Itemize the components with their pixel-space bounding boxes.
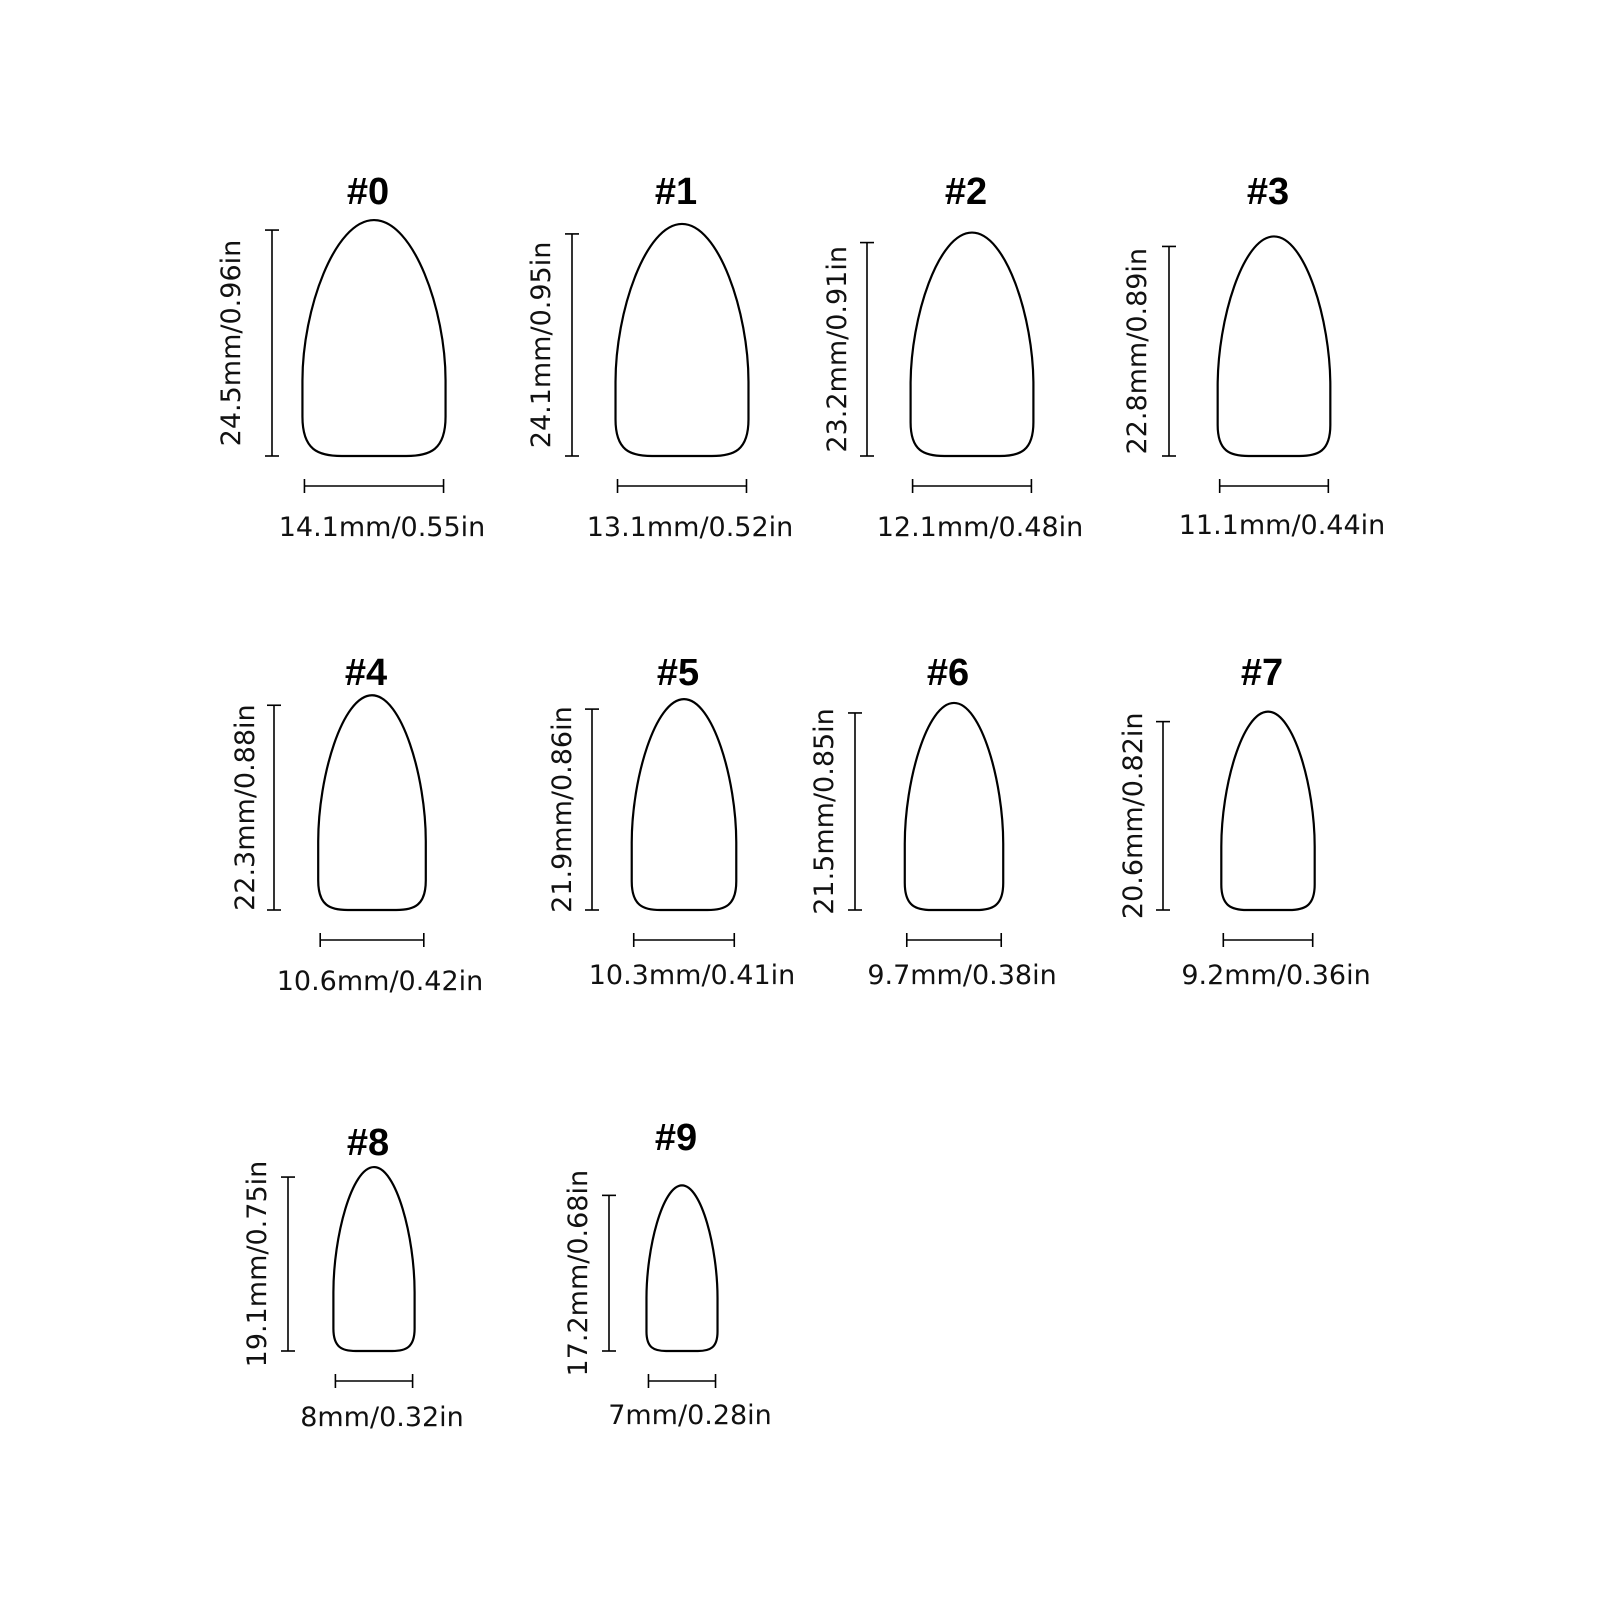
length-ruler <box>1156 722 1170 910</box>
length-ruler <box>565 234 579 456</box>
length-ruler <box>267 705 281 910</box>
length-dimension: 23.2mm/0.91in <box>822 246 853 453</box>
width-dimension: 14.1mm/0.55in <box>278 512 486 543</box>
nail-size-5 <box>547 652 795 991</box>
width-dimension: 10.3mm/0.41in <box>588 960 796 991</box>
size-label: #3 <box>1246 171 1290 213</box>
length-dimension: 20.6mm/0.82in <box>1118 712 1149 920</box>
width-dimension: 7mm/0.28in <box>608 1400 772 1431</box>
length-ruler <box>1162 246 1176 456</box>
length-dimension: 19.1mm/0.75in <box>242 1160 273 1368</box>
length-dimension: 22.3mm/0.88in <box>230 704 261 911</box>
length-dimension: 17.2mm/0.68in <box>563 1169 594 1377</box>
width-ruler <box>304 479 443 493</box>
length-dimension: 24.1mm/0.95in <box>526 241 557 449</box>
width-ruler <box>648 1374 715 1388</box>
length-dimension: 24.5mm/0.96in <box>216 239 247 447</box>
width-ruler <box>320 933 424 947</box>
nail-size-4 <box>230 652 483 997</box>
size-label: #7 <box>1240 652 1284 694</box>
length-ruler <box>860 243 874 456</box>
size-label: #9 <box>654 1117 698 1159</box>
width-dimension: 8mm/0.32in <box>300 1402 464 1433</box>
size-label: #1 <box>654 171 698 213</box>
length-dimension: 21.9mm/0.86in <box>547 706 578 913</box>
nail-outline <box>1218 236 1331 456</box>
size-label: #4 <box>344 652 388 694</box>
width-ruler <box>913 479 1032 493</box>
nail-outline <box>333 1167 414 1351</box>
nail-outline <box>318 695 426 910</box>
width-dimension: 9.2mm/0.36in <box>1181 960 1371 991</box>
length-ruler <box>585 709 599 910</box>
length-ruler <box>265 230 279 456</box>
length-dimension: 21.5mm/0.85in <box>809 708 840 915</box>
nail-size-0 <box>216 171 485 543</box>
nail-outline <box>646 1185 717 1351</box>
nail-size-2 <box>822 171 1083 543</box>
width-ruler <box>1223 933 1312 947</box>
width-dimension: 12.1mm/0.48in <box>876 512 1084 543</box>
width-ruler <box>1220 479 1329 493</box>
nail-size-7 <box>1118 652 1371 991</box>
width-dimension: 9.7mm/0.38in <box>867 960 1057 991</box>
nail-outline <box>632 699 737 910</box>
nail-size-3 <box>1122 171 1385 541</box>
nail-size-1 <box>526 171 793 543</box>
width-dimension: 11.1mm/0.44in <box>1178 510 1386 541</box>
nail-size-8 <box>242 1122 464 1433</box>
nail-size-9 <box>563 1117 772 1431</box>
size-label: #5 <box>656 652 700 694</box>
width-dimension: 10.6mm/0.42in <box>276 966 484 997</box>
length-ruler <box>281 1177 295 1351</box>
nail-outline <box>911 233 1034 456</box>
nail-outline <box>905 703 1003 910</box>
size-label: #6 <box>926 652 970 694</box>
length-dimension: 22.8mm/0.89in <box>1122 247 1153 455</box>
nail-outline <box>616 224 749 456</box>
width-dimension: 13.1mm/0.52in <box>586 512 794 543</box>
nail-outline <box>302 220 445 456</box>
length-ruler <box>848 713 862 910</box>
nail-size-6 <box>809 652 1057 991</box>
size-label: #0 <box>346 171 390 213</box>
nail-outline <box>1221 712 1314 910</box>
size-label: #8 <box>346 1122 390 1164</box>
width-ruler <box>335 1374 412 1388</box>
width-ruler <box>634 933 735 947</box>
width-ruler <box>618 479 747 493</box>
width-ruler <box>907 933 1001 947</box>
size-label: #2 <box>944 171 988 213</box>
length-ruler <box>602 1195 616 1351</box>
